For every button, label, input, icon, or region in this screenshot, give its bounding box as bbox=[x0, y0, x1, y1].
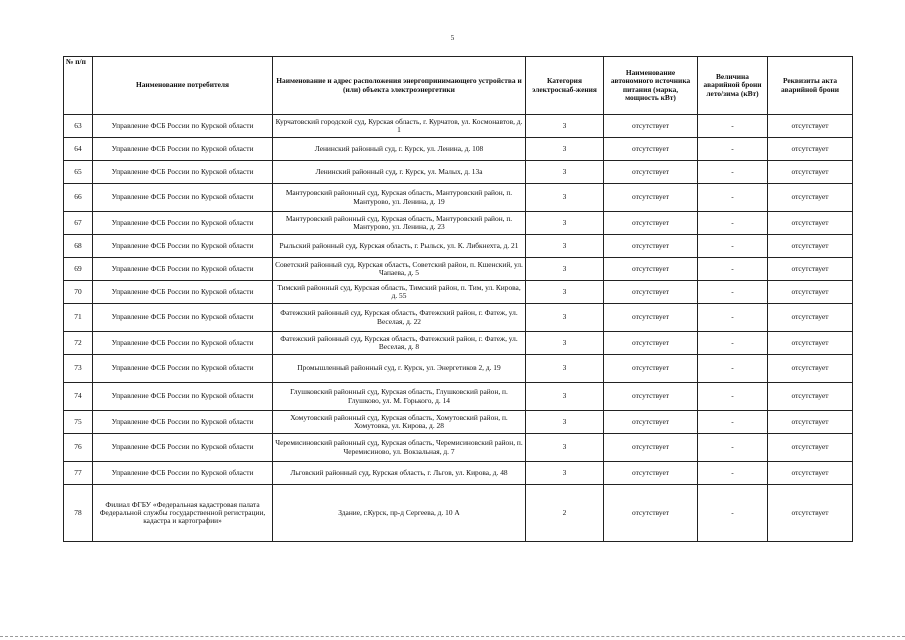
cell-category: 3 bbox=[526, 235, 604, 258]
table-row bbox=[64, 411, 853, 434]
table-row bbox=[64, 138, 853, 161]
cell-act-details: отсутствует bbox=[768, 235, 853, 258]
table-row bbox=[64, 434, 853, 462]
cell-reserve-value: - bbox=[698, 304, 768, 332]
cell-act-details: отсутствует bbox=[768, 258, 853, 281]
table-row bbox=[64, 304, 853, 332]
header-act-details: Реквизиты акта аварийной брони bbox=[768, 57, 853, 115]
cell-consumer: Управление ФСБ России по Курской области bbox=[93, 332, 273, 355]
cell-category: 2 bbox=[526, 485, 604, 542]
cell-number: 71 bbox=[64, 304, 93, 332]
cell-address: Ленинский районный суд, г. Курск, ул. Ленина, д. 108 bbox=[273, 138, 526, 161]
cell-act-details: отсутствует bbox=[768, 138, 853, 161]
cell-address: Льговский районный суд, Курская область, г. Льгов, ул. Кирова, д. 48 bbox=[273, 462, 526, 485]
cell-consumer: Управление ФСБ России по Курской области bbox=[93, 138, 273, 161]
cell-category: 3 bbox=[526, 304, 604, 332]
table-row bbox=[64, 355, 853, 383]
cell-number: 75 bbox=[64, 411, 93, 434]
cell-reserve-value: - bbox=[698, 434, 768, 462]
reserve-registry-table bbox=[63, 56, 853, 542]
table-row bbox=[64, 281, 853, 304]
cell-power-source: отсутствует bbox=[604, 383, 698, 411]
cell-power-source: отсутствует bbox=[604, 184, 698, 212]
cell-consumer: Управление ФСБ России по Курской области bbox=[93, 184, 273, 212]
cell-power-source: отсутствует bbox=[604, 161, 698, 184]
page-number: 5 bbox=[450, 34, 455, 42]
header-power-source: Наименование автономного источника питания (марка, мощность кВт) bbox=[604, 57, 698, 115]
cell-consumer: Управление ФСБ России по Курской области bbox=[93, 304, 273, 332]
cell-reserve-value: - bbox=[698, 258, 768, 281]
table-row bbox=[64, 212, 853, 235]
cell-consumer: Управление ФСБ России по Курской области bbox=[93, 235, 273, 258]
cell-category: 3 bbox=[526, 332, 604, 355]
header-category: Категория электроснаб-жения bbox=[526, 57, 604, 115]
header-address: Наименование и адрес расположения энергопринимающего устройства и (или) объекта электроэнергетики bbox=[273, 57, 526, 115]
table-row bbox=[64, 184, 853, 212]
cell-category: 3 bbox=[526, 161, 604, 184]
cell-number: 76 bbox=[64, 434, 93, 462]
cell-reserve-value: - bbox=[698, 462, 768, 485]
cell-power-source: отсутствует bbox=[604, 411, 698, 434]
cell-number: 78 bbox=[64, 485, 93, 542]
table-header-row bbox=[64, 57, 853, 115]
cell-category: 3 bbox=[526, 355, 604, 383]
cell-number: 69 bbox=[64, 258, 93, 281]
table-row bbox=[64, 258, 853, 281]
cell-consumer: Управление ФСБ России по Курской области bbox=[93, 258, 273, 281]
cell-reserve-value: - bbox=[698, 184, 768, 212]
cell-consumer: Управление ФСБ России по Курской области bbox=[93, 355, 273, 383]
cell-address: Фатежский районный суд, Курская область, Фатежский район, г. Фатеж, ул. Веселая, д. 22 bbox=[273, 304, 526, 332]
cell-reserve-value: - bbox=[698, 115, 768, 138]
cell-act-details: отсутствует bbox=[768, 411, 853, 434]
cell-number: 65 bbox=[64, 161, 93, 184]
cell-act-details: отсутствует bbox=[768, 184, 853, 212]
cell-number: 64 bbox=[64, 138, 93, 161]
cell-category: 3 bbox=[526, 184, 604, 212]
cell-category: 3 bbox=[526, 411, 604, 434]
cell-act-details: отсутствует bbox=[768, 462, 853, 485]
cell-number: 66 bbox=[64, 184, 93, 212]
cell-reserve-value: - bbox=[698, 138, 768, 161]
cell-category: 3 bbox=[526, 383, 604, 411]
table-row bbox=[64, 235, 853, 258]
cell-consumer: Управление ФСБ России по Курской области bbox=[93, 434, 273, 462]
header-number: № п/п bbox=[64, 57, 93, 115]
cell-number: 72 bbox=[64, 332, 93, 355]
cell-address: Хомутовский районный суд, Курская область, Хомутовский район, п. Хомутовка, ул. Кирова, д. 28 bbox=[273, 411, 526, 434]
cell-category: 3 bbox=[526, 212, 604, 235]
table-row bbox=[64, 462, 853, 485]
cell-act-details: отсутствует bbox=[768, 434, 853, 462]
cell-act-details: отсутствует bbox=[768, 304, 853, 332]
table-row bbox=[64, 383, 853, 411]
page-bottom-rule bbox=[0, 636, 905, 637]
cell-reserve-value: - bbox=[698, 161, 768, 184]
table-row bbox=[64, 485, 853, 542]
cell-consumer: Управление ФСБ России по Курской области bbox=[93, 462, 273, 485]
header-reserve-value: Величина аварийной брони лето/зима (кВт) bbox=[698, 57, 768, 115]
cell-power-source: отсутствует bbox=[604, 138, 698, 161]
table-row bbox=[64, 115, 853, 138]
cell-number: 63 bbox=[64, 115, 93, 138]
cell-consumer: Управление ФСБ России по Курской области bbox=[93, 115, 273, 138]
cell-consumer: Управление ФСБ России по Курской области bbox=[93, 383, 273, 411]
cell-address: Рыльский районный суд, Курская область, г. Рыльск, ул. К. Либкнехта, д. 21 bbox=[273, 235, 526, 258]
cell-address: Фатежский районный суд, Курская область, Фатежский район, г. Фатеж, ул. Веселая, д. 8 bbox=[273, 332, 526, 355]
cell-act-details: отсутствует bbox=[768, 355, 853, 383]
cell-category: 3 bbox=[526, 462, 604, 485]
cell-address: Промышленный районный суд, г. Курск, ул. Энергетиков 2, д. 19 bbox=[273, 355, 526, 383]
cell-address: Советский районный суд, Курская область, Советский район, п. Кшенский, ул. Чапаева, д. 5 bbox=[273, 258, 526, 281]
cell-act-details: отсутствует bbox=[768, 485, 853, 542]
cell-power-source: отсутствует bbox=[604, 332, 698, 355]
cell-reserve-value: - bbox=[698, 281, 768, 304]
cell-power-source: отсутствует bbox=[604, 258, 698, 281]
cell-category: 3 bbox=[526, 281, 604, 304]
cell-number: 74 bbox=[64, 383, 93, 411]
cell-address: Мантуровский районный суд, Курская область, Мантуровский район, п. Мантурово, ул. Ленина, д. 19 bbox=[273, 184, 526, 212]
cell-number: 73 bbox=[64, 355, 93, 383]
cell-power-source: отсутствует bbox=[604, 212, 698, 235]
cell-power-source: отсутствует bbox=[604, 485, 698, 542]
cell-reserve-value: - bbox=[698, 212, 768, 235]
cell-category: 3 bbox=[526, 115, 604, 138]
cell-act-details: отсутствует bbox=[768, 161, 853, 184]
cell-consumer: Филиал ФГБУ «Федеральная кадастровая палата Федеральной службы государственной регистрации, кадастра и картографии» bbox=[93, 485, 273, 542]
cell-consumer: Управление ФСБ России по Курской области bbox=[93, 411, 273, 434]
cell-category: 3 bbox=[526, 258, 604, 281]
cell-act-details: отсутствует bbox=[768, 383, 853, 411]
cell-reserve-value: - bbox=[698, 383, 768, 411]
cell-consumer: Управление ФСБ России по Курской области bbox=[93, 161, 273, 184]
cell-category: 3 bbox=[526, 138, 604, 161]
cell-number: 70 bbox=[64, 281, 93, 304]
table-row bbox=[64, 161, 853, 184]
cell-number: 68 bbox=[64, 235, 93, 258]
cell-number: 77 bbox=[64, 462, 93, 485]
cell-power-source: отсутствует bbox=[604, 235, 698, 258]
cell-address: Ленинский районный суд, г. Курск, ул. Малых, д. 13а bbox=[273, 161, 526, 184]
cell-act-details: отсутствует bbox=[768, 115, 853, 138]
cell-power-source: отсутствует bbox=[604, 115, 698, 138]
cell-reserve-value: - bbox=[698, 485, 768, 542]
cell-reserve-value: - bbox=[698, 411, 768, 434]
cell-number: 67 bbox=[64, 212, 93, 235]
cell-address: Курчатовский городской суд, Курская область, г. Курчатов, ул. Космонавтов, д. 1 bbox=[273, 115, 526, 138]
cell-act-details: отсутствует bbox=[768, 332, 853, 355]
cell-consumer: Управление ФСБ России по Курской области bbox=[93, 212, 273, 235]
cell-power-source: отсутствует bbox=[604, 355, 698, 383]
cell-address: Тимский районный суд, Курская область, Тимский район, п. Тим, ул. Кирова, д. 55 bbox=[273, 281, 526, 304]
cell-power-source: отсутствует bbox=[604, 462, 698, 485]
cell-power-source: отсутствует bbox=[604, 434, 698, 462]
cell-reserve-value: - bbox=[698, 355, 768, 383]
cell-address: Черемисиновский районный суд, Курская область, Черемисиновский район, п. Черемисиново, ул. Вокзальная, д. 7 bbox=[273, 434, 526, 462]
cell-address: Мантуровский районный суд, Курская область, Мантуровский район, п. Мантурово, ул. Ленина, д. 23 bbox=[273, 212, 526, 235]
table-row bbox=[64, 332, 853, 355]
cell-reserve-value: - bbox=[698, 332, 768, 355]
cell-address: Глушковский районный суд, Курская область, Глушковский район, п. Глушково, ул. М. Горького, д. 14 bbox=[273, 383, 526, 411]
cell-act-details: отсутствует bbox=[768, 281, 853, 304]
header-consumer: Наименование потребителя bbox=[93, 57, 273, 115]
cell-power-source: отсутствует bbox=[604, 281, 698, 304]
cell-consumer: Управление ФСБ России по Курской области bbox=[93, 281, 273, 304]
cell-act-details: отсутствует bbox=[768, 212, 853, 235]
cell-reserve-value: - bbox=[698, 235, 768, 258]
cell-address: Здание, г.Курск, пр-д Сергеева, д. 10 А bbox=[273, 485, 526, 542]
cell-power-source: отсутствует bbox=[604, 304, 698, 332]
cell-category: 3 bbox=[526, 434, 604, 462]
